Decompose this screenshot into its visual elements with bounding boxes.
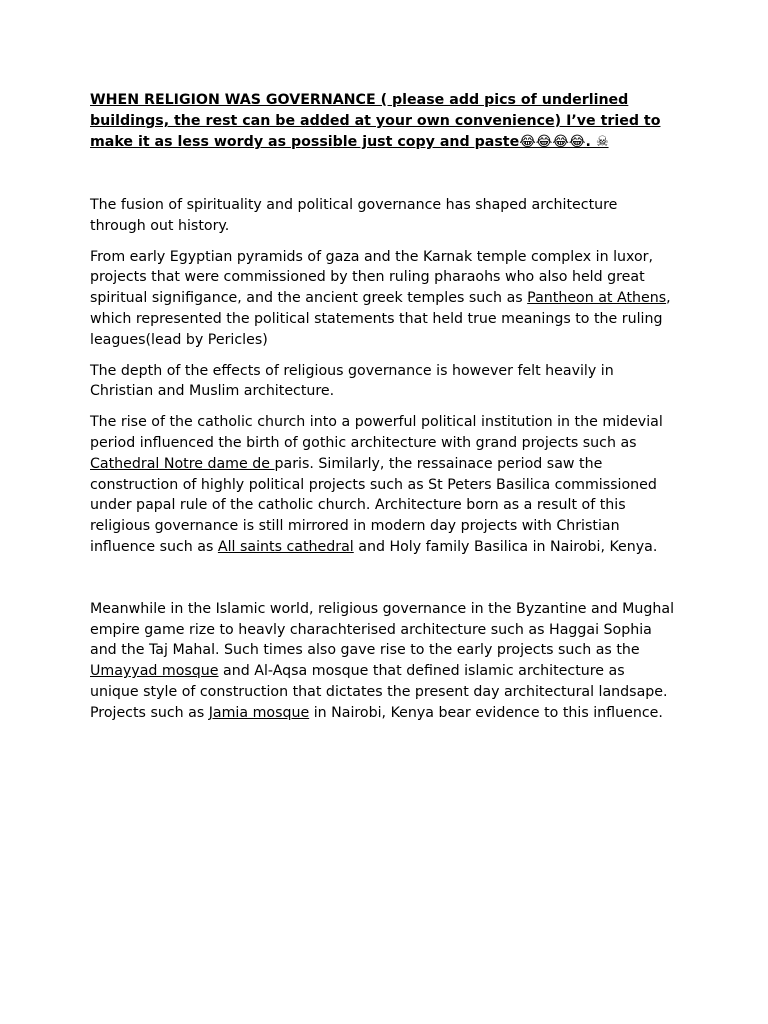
paragraph-5-text-b: and Al-Aqsa mosque that defined islamic architecture as unique style of construction that dictates the present day architectural landsape. Projects such as	[90, 663, 668, 721]
document-page	[90, 90, 676, 724]
paragraph-2	[90, 247, 676, 351]
paragraph-1: The fusion of spirituality and political governance has shaped architecture through out history.	[90, 197, 618, 234]
paragraph-4	[90, 412, 676, 558]
underlined-all-saints: All saints cathedral	[217, 538, 354, 555]
paragraph-4-text-b: paris. Similarly, the ressainace period saw the construction of highly political projects such as St Peters Basilica commissioned under papal rule of the catholic church. Architecture born as a result of this religious governance is still mirrored in modern day projects with Christian influence such as	[90, 455, 657, 555]
underlined-notre-dame: Cathedral Notre dame de	[90, 455, 275, 472]
underlined-umayyad: Umayyad mosque	[90, 663, 219, 680]
paragraph-5-text-c: in Nairobi, Kenya bear evidence to this influence.	[309, 704, 663, 721]
underlined-pantheon: Pantheon at Athens	[527, 290, 667, 307]
paragraph-5	[90, 599, 676, 724]
paragraph-2-text-b: , which represented the political statements that held true meanings to the ruling leagues(lead by Pericles)	[90, 290, 671, 348]
paragraph-4-text-c: and Holy family Basilica in Nairobi, Kenya.	[353, 538, 658, 555]
paragraph-5-text-a: Meanwhile in the Islamic world, religious governance in the Byzantine and Mughal empire game rize to heavly charachterised architecture such as Haggai Sophia and the Taj Mahal. Such times also gave rise to the early projects such as the	[90, 600, 675, 659]
paragraph-3: The depth of the effects of religious governance is however felt heavily in Christian and Muslim architecture.	[90, 362, 614, 400]
paragraph-2-text-a: From early Egyptian pyramids of gaza and the Karnak temple complex in luxor, projects that were commissioned by then ruling pharaohs who also held great spiritual signifigance, and the ancient greek temples such as	[90, 248, 653, 307]
underlined-jamia: Jamia mosque	[208, 704, 310, 721]
document-title: WHEN RELIGION WAS GOVERNANCE ( please add pics of underlined buildings, the rest can be added at your own convenience) I’ve tried to make it as less wordy as possible just copy and paste😂😂😂😂. ☠	[90, 92, 661, 150]
paragraph-4-text-a: The rise of the catholic church into a powerful political institution in the midevial period influenced the birth of gothic architecture with grand projects such as	[90, 414, 663, 451]
